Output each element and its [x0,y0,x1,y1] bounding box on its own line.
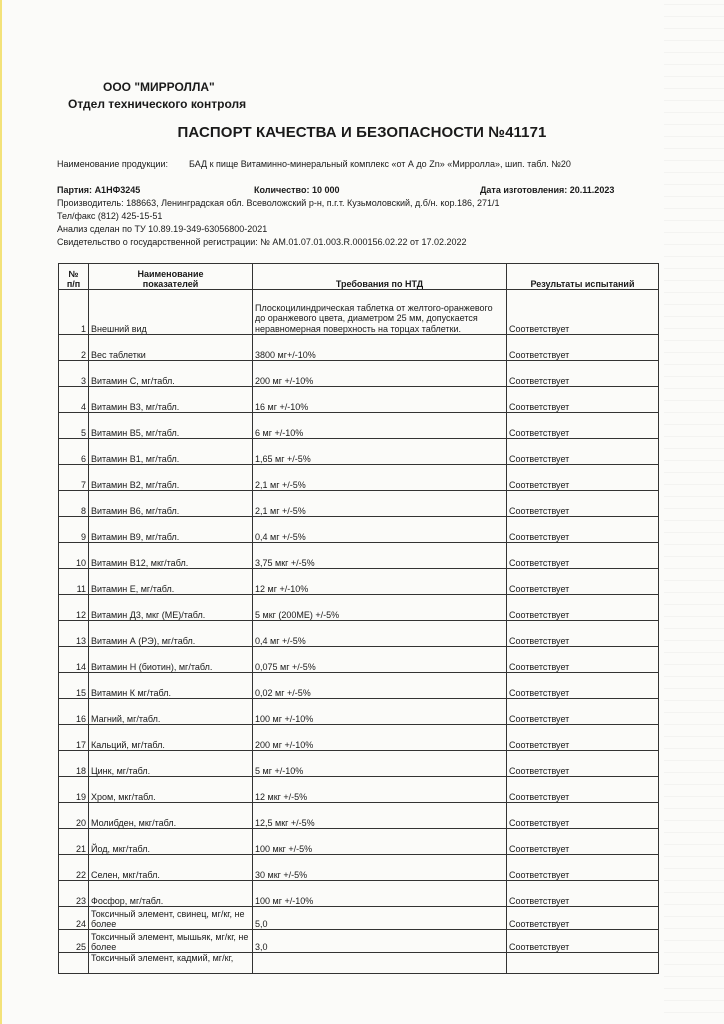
row-number: 10 [59,543,89,569]
row-number: 16 [59,699,89,725]
table-row [59,439,659,465]
row-number: 21 [59,829,89,855]
row-requirement: 5,0 [253,907,507,930]
table-row [59,751,659,777]
row-name: Витамин А (РЭ), мг/табл. [89,621,253,647]
product-label: Наименование продукции: [57,159,168,169]
row-result: Соответствует [507,439,659,465]
row-number: 11 [59,569,89,595]
row-name: Витамин Н (биотин), мг/табл. [89,647,253,673]
department-name: Отдел технического контроля [68,97,247,111]
table-row [59,465,659,491]
row-name: Хром, мкг/табл. [89,777,253,803]
row-result: Соответствует [507,829,659,855]
scan-edge [0,0,2,1024]
row-number: 3 [59,361,89,387]
row-number: 8 [59,491,89,517]
row-number: 2 [59,335,89,361]
row-result: Соответствует [507,751,659,777]
row-name: Витамин С, мг/табл. [89,361,253,387]
table-row [59,290,659,335]
row-result: Соответствует [507,777,659,803]
row-result: Соответствует [507,387,659,413]
table-row [59,361,659,387]
header-results-label: Результаты испытаний [530,279,635,289]
certificate-line: Свидетельство о государственной регистрации: № AM.01.07.01.003.R.000156.02.22 от 17.02.2022 [57,237,467,247]
date-label: Дата изготовления: [480,185,568,195]
row-name: Вес таблетки [89,335,253,361]
table-row [59,930,659,953]
row-name: Молибден, мкг/табл. [89,803,253,829]
row-number: 18 [59,751,89,777]
row-result: Соответствует [507,803,659,829]
row-result: Соответствует [507,543,659,569]
row-number: 14 [59,647,89,673]
quantity-label: Количество: [254,185,310,195]
quality-table [58,263,659,974]
batch-line [57,185,140,195]
header-number-label: № п/п [66,269,81,289]
row-name: Кальций, мг/табл. [89,725,253,751]
row-name: Токсичный элемент, кадмий, мг/кг, [89,953,253,974]
row-name: Витамин В6, мг/табл. [89,491,253,517]
table-row [59,569,659,595]
row-result: Соответствует [507,647,659,673]
row-name: Цинк, мг/табл. [89,751,253,777]
row-name: Витамин В5, мг/табл. [89,413,253,439]
table-row [59,543,659,569]
document-title: ПАСПОРТ КАЧЕСТВА И БЕЗОПАСНОСТИ №41171 [177,124,547,141]
row-requirement: Плоскоцилиндрическая таблетка от желтого-оранжевого до оранжевого цвета, диаметром 25 мм, допускается неравномерная поверхность на торцах таблетки. [253,290,507,335]
row-number: 15 [59,673,89,699]
row-name: Селен, мкг/табл. [89,855,253,881]
table-row [59,829,659,855]
row-number: 24 [59,907,89,930]
row-name: Витамин К мг/табл. [89,673,253,699]
row-requirement: 100 мкг +/-5% [253,829,507,855]
row-result: Соответствует [507,595,659,621]
row-result: Соответствует [507,361,659,387]
row-requirement: 100 мг +/-10% [253,699,507,725]
table-row [59,855,659,881]
table-row [59,803,659,829]
table-row [59,413,659,439]
row-number: 25 [59,930,89,953]
row-number: 12 [59,595,89,621]
row-requirement: 0,075 мг +/-5% [253,647,507,673]
table-row [59,777,659,803]
row-requirement: 3,0 [253,930,507,953]
phone-line: Тел/факс (812) 425-15-51 [57,211,163,221]
row-name: Фосфор, мг/табл. [89,881,253,907]
row-name: Токсичный элемент, мышьяк, мг/кг, не более [89,930,253,953]
row-requirement: 200 мг +/-10% [253,361,507,387]
row-name: Витамин В2, мг/табл. [89,465,253,491]
row-number: 22 [59,855,89,881]
row-result: Соответствует [507,881,659,907]
producer-line: Производитель: 188663, Ленинградская обл. Всеволожский р-н, п.г.т. Кузьмоловский, д.б/н. кор.186, 271/1 [57,198,500,208]
row-requirement: 0,4 мг +/-5% [253,621,507,647]
table-row [59,953,659,974]
row-requirement: 200 мг +/-10% [253,725,507,751]
row-name: Витамин Е, мг/табл. [89,569,253,595]
row-result: Соответствует [507,290,659,335]
table-row [59,387,659,413]
row-requirement: 2,1 мг +/-5% [253,465,507,491]
table-row [59,621,659,647]
row-result: Соответствует [507,491,659,517]
row-result: Соответствует [507,569,659,595]
table-header-row [59,264,659,290]
row-number: 4 [59,387,89,413]
header-results [507,264,659,290]
table-row [59,517,659,543]
row-number: 1 [59,290,89,335]
table-row [59,881,659,907]
table-row [59,699,659,725]
table-row [59,673,659,699]
row-requirement: 3,75 мкг +/-5% [253,543,507,569]
row-requirement: 12,5 мкг +/-5% [253,803,507,829]
row-result: Соответствует [507,621,659,647]
row-name: Магний, мг/табл. [89,699,253,725]
row-name: Витамин Д3, мкг (МЕ)/табл. [89,595,253,621]
row-name: Токсичный элемент, свинец, мг/кг, не более [89,907,253,930]
quantity-value: 10 000 [311,185,340,195]
row-requirement: 100 мг +/-10% [253,881,507,907]
row-number: 19 [59,777,89,803]
row-requirement [253,953,507,974]
table-row [59,595,659,621]
header-number [59,264,89,290]
table-row [59,491,659,517]
row-number [59,953,89,974]
organization-name: ООО "МИРРОЛЛА" [103,80,215,94]
row-name: Внешний вид [89,290,253,335]
header-name [89,264,253,290]
row-name: Витамин В12, мкг/табл. [89,543,253,569]
quantity-line [254,185,340,195]
header-requirements-label: Требования по НТД [335,279,424,289]
row-result: Соответствует [507,930,659,953]
row-result: Соответствует [507,335,659,361]
header-requirements [253,264,507,290]
product-value: БАД к пище Витаминно-минеральный комплекс «от А до Zn» «Мирролла», шип. табл. №20 [189,159,571,169]
row-number: 6 [59,439,89,465]
row-requirement: 30 мкг +/-5% [253,855,507,881]
row-number: 17 [59,725,89,751]
row-result [507,953,659,974]
row-requirement: 3800 мг+/-10% [253,335,507,361]
analysis-line: Анализ сделан по ТУ 10.89.19-349-63056800-2021 [57,224,268,234]
row-name: Витамин В9, мг/табл. [89,517,253,543]
row-requirement: 12 мг +/-10% [253,569,507,595]
row-number: 20 [59,803,89,829]
row-result: Соответствует [507,673,659,699]
row-result: Соответствует [507,413,659,439]
table-row [59,725,659,751]
date-value: 20.11.2023 [569,185,615,195]
row-requirement: 2,1 мг +/-5% [253,491,507,517]
row-number: 7 [59,465,89,491]
row-requirement: 5 мг +/-10% [253,751,507,777]
row-result: Соответствует [507,907,659,930]
row-number: 13 [59,621,89,647]
row-requirement: 16 мг +/-10% [253,387,507,413]
row-result: Соответствует [507,465,659,491]
row-requirement: 0,4 мг +/-5% [253,517,507,543]
row-result: Соответствует [507,517,659,543]
row-result: Соответствует [507,725,659,751]
row-result: Соответствует [507,855,659,881]
row-requirement: 12 мкг +/-5% [253,777,507,803]
row-result: Соответствует [507,699,659,725]
table-row [59,907,659,930]
table-row [59,647,659,673]
date-line [480,185,614,195]
row-name: Витамин В1, мг/табл. [89,439,253,465]
row-number: 9 [59,517,89,543]
batch-label: Партия: [57,185,93,195]
header-name-label: Наименование показателей [137,269,204,289]
scan-noise [664,0,724,1024]
row-number: 23 [59,881,89,907]
table-row [59,335,659,361]
row-requirement: 1,65 мг +/-5% [253,439,507,465]
row-requirement: 6 мг +/-10% [253,413,507,439]
row-name: Йод, мкг/табл. [89,829,253,855]
row-number: 5 [59,413,89,439]
batch-value: А1НФ3245 [94,185,141,195]
product-line [57,159,571,169]
row-name: Витамин В3, мг/табл. [89,387,253,413]
row-requirement: 5 мкг (200МЕ) +/-5% [253,595,507,621]
row-requirement: 0,02 мг +/-5% [253,673,507,699]
